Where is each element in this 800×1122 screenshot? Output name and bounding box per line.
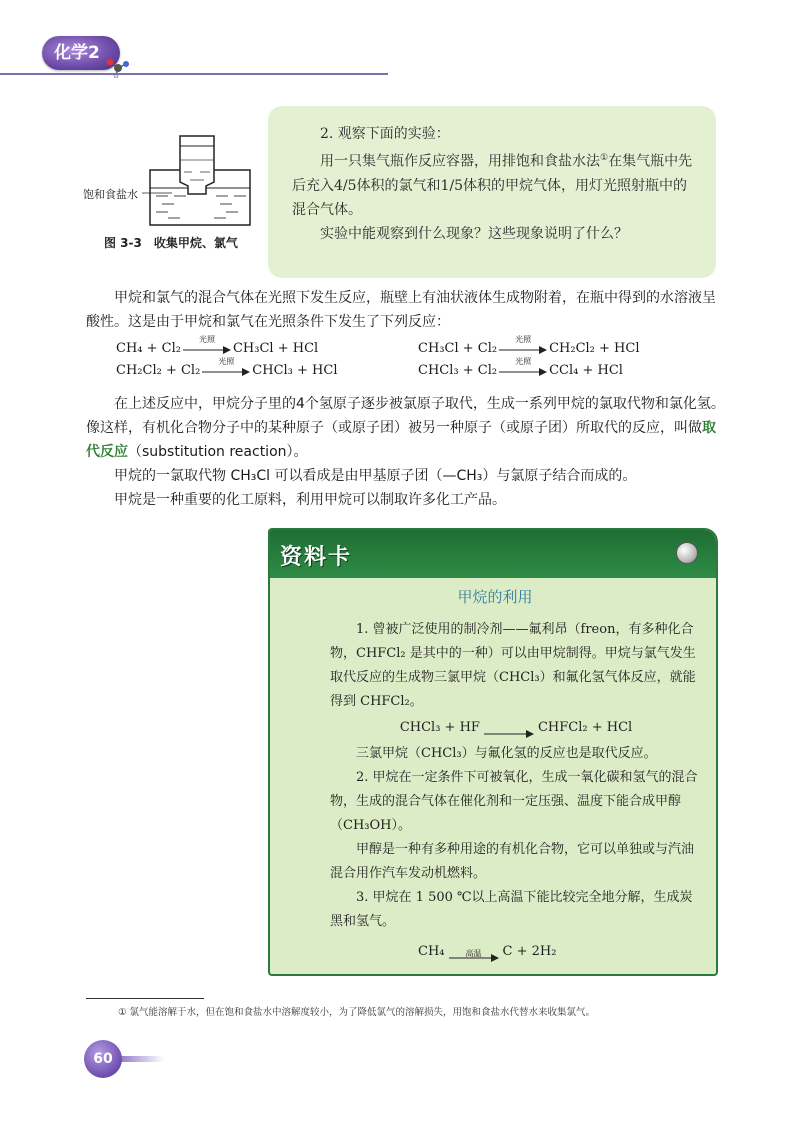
reaction-arrow: 光照 xyxy=(183,340,231,356)
exercise-box xyxy=(268,106,716,278)
paragraph-substitution: 在上述反应中，甲烷分子里的4个氢原子逐步被氯原子取代，生成一系列甲烷的氯取代物和氯化氢。像这样，有机化合物分子中的某种原子（或原子团）被另一种原子（或原子团）所取代的反应，叫做取代反应（substitution reaction）。 甲烷的一氯取代物 CH₃Cl 可以看成是由甲基原子团（—CH₃）与氯原子结合而成的。 甲烷是一种重要的化工原料，利用甲烷可以制取许多化工产品。 xyxy=(86,392,726,512)
info-card-title: 资料卡 xyxy=(280,545,353,570)
card-equation-2: CH₄ 高温 C + 2H₂ xyxy=(330,940,702,964)
keyword-substitution-reaction: 取代反应 xyxy=(86,420,716,460)
card-paragraph-3: 2. 甲烷在一定条件下可被氧化，生成一氧化碳和氢气的混合物，生成的混合气体在催化剂和一定压强、温度下能合成甲醇（CH₃OH）。 xyxy=(330,770,698,833)
paragraph-methyl: 甲烷的一氯取代物 CH₃Cl 可以看成是由甲基原子团（—CH₃）与氯原子结合而成的。 xyxy=(114,468,637,484)
footnote: ① 氯气能溶解于水，但在饱和食盐水中溶解度较小，为了降低氯气的溶解损失，用饱和食盐水代替水来收集氯气。 xyxy=(118,1007,596,1018)
equation-1: CH₄ + Cl₂ 光照 CH₃Cl + HCl xyxy=(116,335,319,356)
paragraph-intro: 甲烷和氯气的混合气体在光照下发生反应，瓶壁上有油状液体生成物附着，在瓶中得到的水溶液呈酸性。这是由于甲烷和氯气在光照条件下发生了下列反应： xyxy=(86,290,716,330)
equation-4: CHCl₃ + Cl₂ 光照 CCl₄ + HCl xyxy=(418,357,623,378)
page-number: 60 xyxy=(84,1040,122,1078)
header-rule xyxy=(0,73,388,75)
card-equation-1: CHCl₃ + HF CHFCl₂ + HCl xyxy=(330,716,702,740)
reaction-arrow: 光照 xyxy=(499,362,547,378)
exercise-heading: 2. 观察下面的实验： xyxy=(320,126,450,142)
figure-caption: 图 3-3 收集甲烷、氯气 xyxy=(104,236,238,250)
card-paragraph-2: 三氯甲烷（CHCl₃）与氟化氢的反应也是取代反应。 xyxy=(356,746,657,761)
info-card-subtitle: 甲烷的利用 xyxy=(457,588,533,606)
paragraph-raw-material: 甲烷是一种重要的化工原料，利用甲烷可以制取许多化工产品。 xyxy=(114,492,506,508)
equation-3: CH₂Cl₂ + Cl₂ 光照 CHCl₃ + HCl xyxy=(116,357,338,378)
reaction-arrow: 光照 xyxy=(499,340,547,356)
book-title: 化学2 xyxy=(54,43,100,63)
reaction-arrow: 光照 xyxy=(202,362,250,378)
equation-2: CH₃Cl + Cl₂ 光照 CH₂Cl₂ + HCl xyxy=(418,335,640,356)
knob-icon xyxy=(676,542,698,564)
page-number-decoration xyxy=(118,1056,164,1062)
footnote-marker: ① xyxy=(600,153,609,163)
footnote-rule xyxy=(86,998,204,999)
card-paragraph-5: 3. 甲烷在 1 500 ℃以上高温下能比较完全地分解，生成炭黑和氢气。 xyxy=(330,890,693,929)
info-card xyxy=(268,528,718,976)
reaction-arrow: 高温 xyxy=(449,948,499,964)
card-paragraph-1: 1. 曾被广泛使用的制冷剂——氟利昂（freon，有多种化合物，CHFCl₂ 是其中的一种）可以由甲烷制得。甲烷与氯气发生取代反应的生成物三氯甲烷（CHCl₃）和氟化氢气体反应，就能得到 CHFCl₂。 xyxy=(330,622,696,709)
reaction-arrow xyxy=(484,724,534,740)
info-card-body xyxy=(330,618,702,966)
exercise-instructions: 用一只集气瓶作反应容器，用排饱和食盐水法①在集气瓶中先后充入4/5体积的氯气和1/5体积的甲烷气体，用灯光照射瓶中的混合气体。 xyxy=(292,153,693,218)
exercise-question: 实验中能观察到什么现象？这些现象说明了什么？ xyxy=(320,225,628,242)
card-paragraph-4: 甲醇是一种有多种用途的有机化合物，它可以单独或与汽油混合用作汽车发动机燃料。 xyxy=(330,842,695,881)
figure-label-brine: 饱和食盐水 xyxy=(83,188,138,201)
